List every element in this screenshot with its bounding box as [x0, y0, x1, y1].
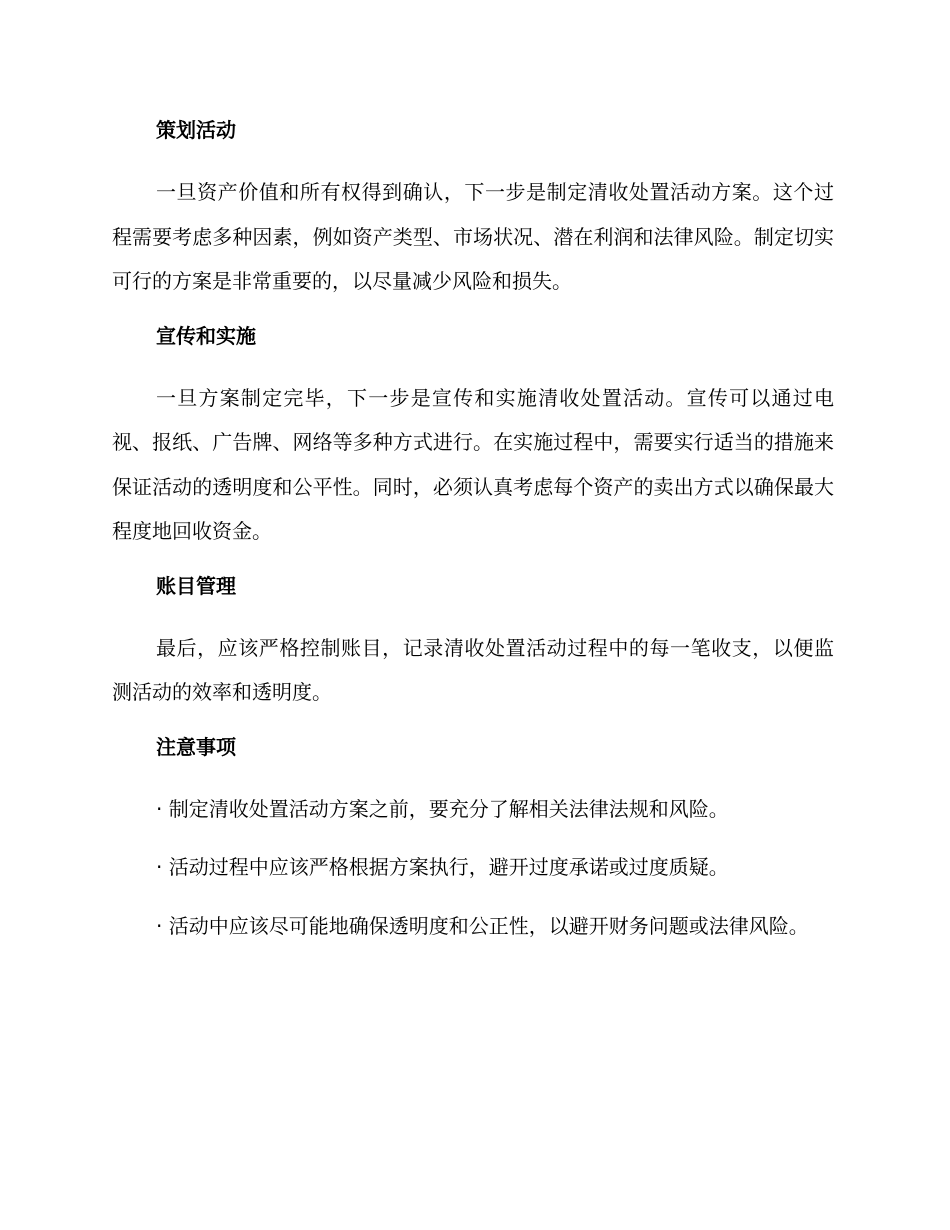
- document-page: [112, 112, 834, 962]
- list-item: · 活动中应该尽可能地确保透明度和公正性，以避开财务问题或法律风险。: [156, 913, 809, 938]
- paragraph-publicity: 一旦方案制定完毕，下一步是宣传和实施清收处置活动。宣传可以通过电视、报纸、广告牌、网络等多种方式进行。在实施过程中，需要实行适当的措施来保证活动的透明度和公平性。同时，必须认真考虑每个资产的卖出方式以确保最大程度地回收资金。: [112, 385, 834, 543]
- section-heading-publicity: 宣传和实施: [156, 323, 256, 348]
- section-heading-accounts: 账目管理: [156, 573, 236, 598]
- section-heading-notes: 注意事项: [156, 734, 236, 759]
- section-heading-planning: 策划活动: [156, 118, 236, 142]
- list-item: · 活动过程中应该严格根据方案执行，避开过度承诺或过度质疑。: [156, 855, 729, 879]
- list-item: · 制定清收处置活动方案之前，要充分了解相关法律法规和风险。: [156, 796, 729, 821]
- paragraph-planning: 一旦资产价值和所有权得到确认，下一步是制定清收处置活动方案。这个过程需要考虑多种因素，例如资产类型、市场状况、潜在利润和法律风险。制定切实可行的方案是非常重要的，以尽量减少风险和损失。: [112, 180, 834, 293]
- paragraph-accounts: 最后，应该严格控制账目，记录清收处置活动过程中的每一笔收支，以便监测活动的效率和透明度。: [112, 635, 834, 704]
